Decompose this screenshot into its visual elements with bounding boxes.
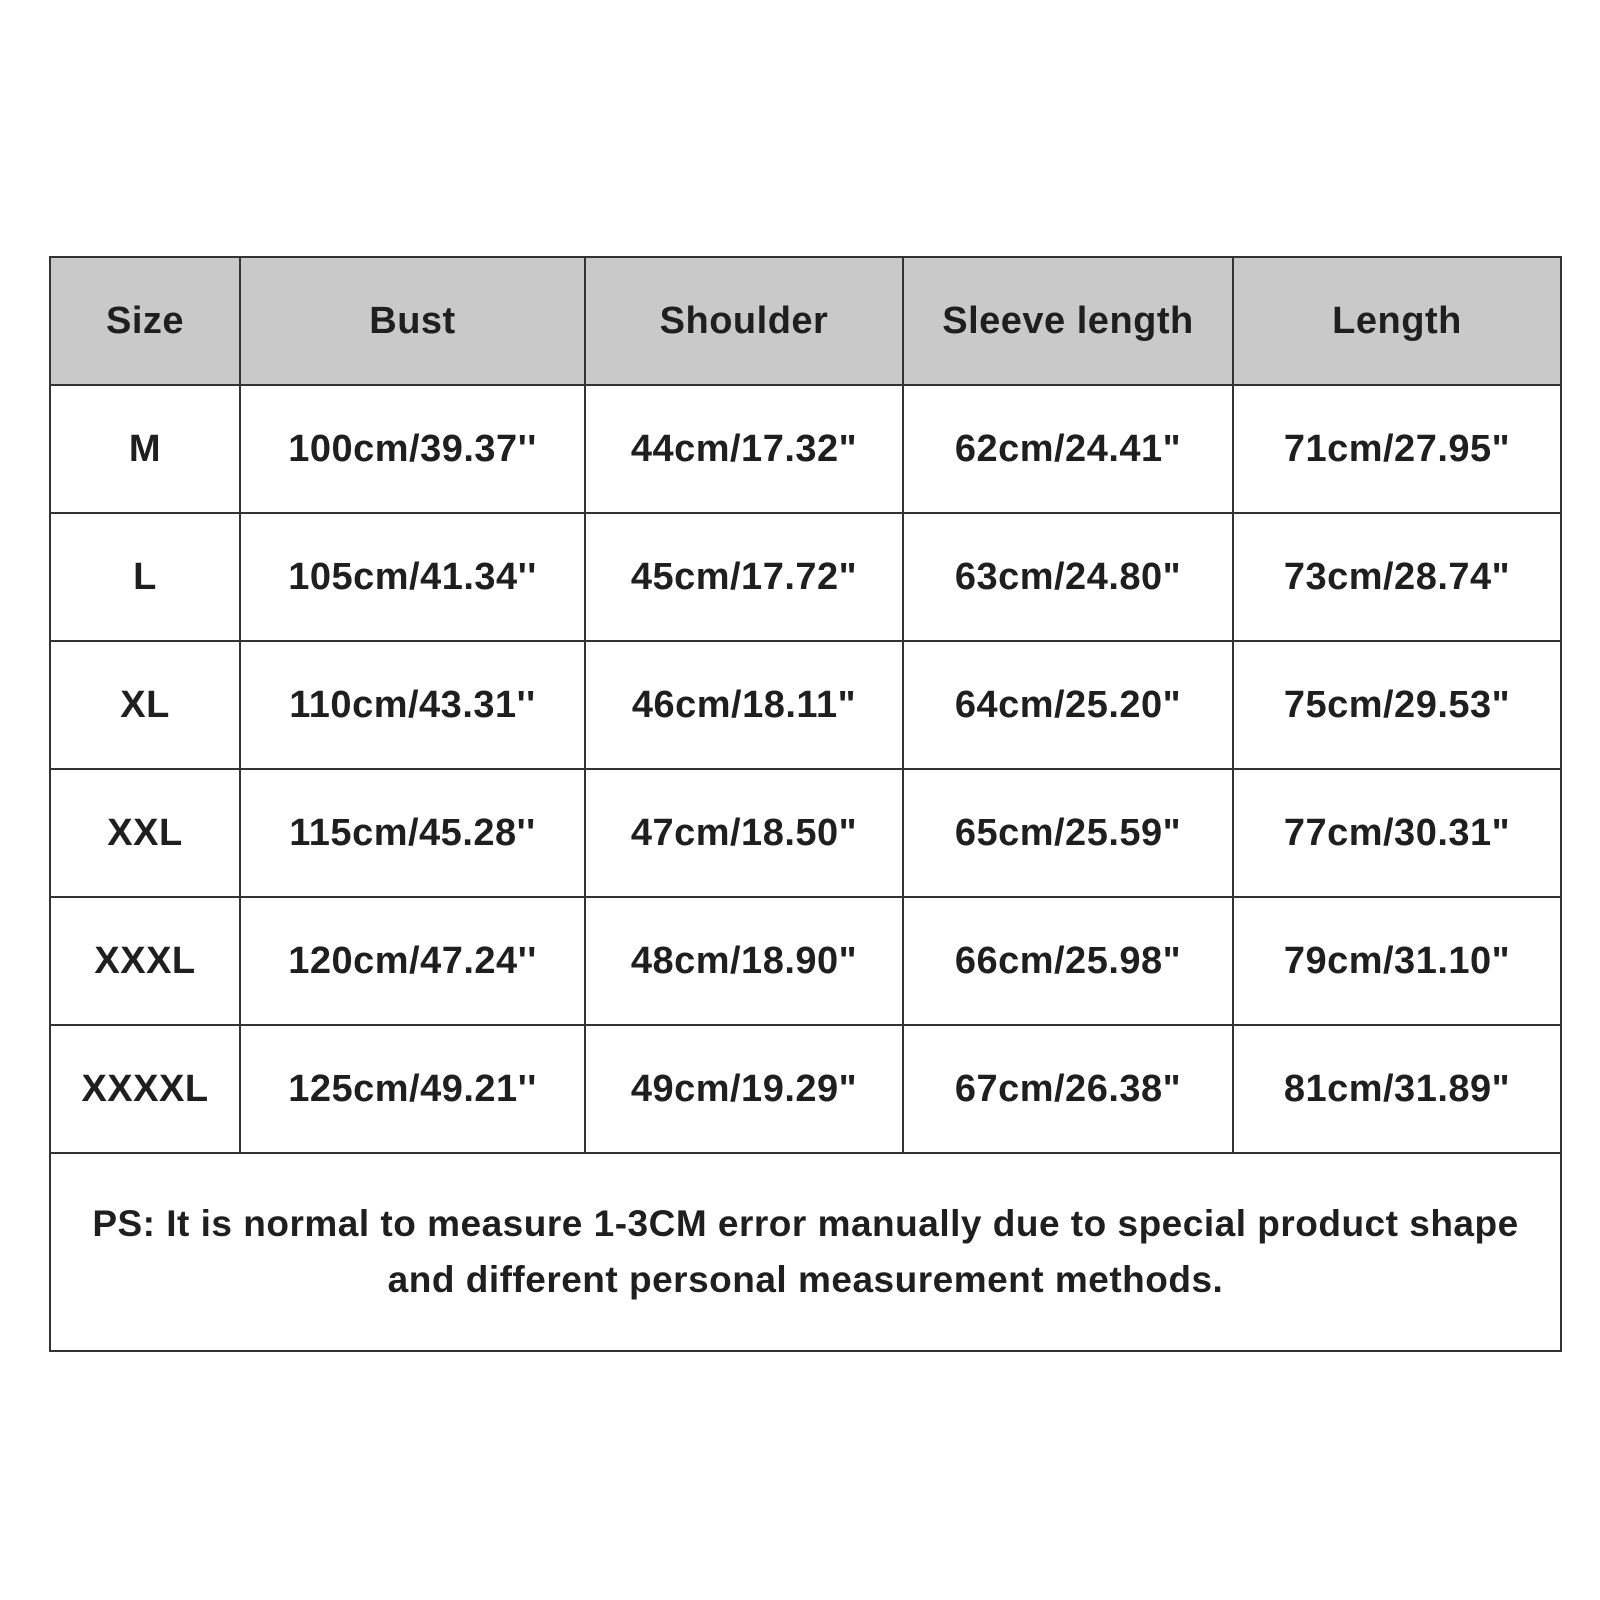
note-line-2: and different personal measurement methods. — [387, 1259, 1224, 1300]
table-row — [50, 897, 1561, 1025]
header-length: Length — [1233, 257, 1561, 385]
table-row — [50, 769, 1561, 897]
bust-cell: 125cm/49.21'' — [240, 1025, 585, 1153]
bust-cell: 110cm/43.31'' — [240, 641, 585, 769]
note-line-1: PS: It is normal to measure 1-3CM error manually due to special product shape — [92, 1203, 1519, 1244]
sleeve-length-cell: 63cm/24.80" — [903, 513, 1233, 641]
note-row — [50, 1153, 1561, 1351]
length-cell: 79cm/31.10" — [1233, 897, 1561, 1025]
size-chart-table — [49, 256, 1562, 1352]
length-cell: 73cm/28.74" — [1233, 513, 1561, 641]
length-cell: 81cm/31.89" — [1233, 1025, 1561, 1153]
shoulder-cell: 47cm/18.50" — [585, 769, 903, 897]
sleeve-length-cell: 62cm/24.41" — [903, 385, 1233, 513]
header-row — [50, 257, 1561, 385]
size-cell: XXXL — [50, 897, 240, 1025]
table-row — [50, 513, 1561, 641]
shoulder-cell: 49cm/19.29" — [585, 1025, 903, 1153]
measurement-note — [50, 1153, 1561, 1351]
length-cell: 75cm/29.53" — [1233, 641, 1561, 769]
table-row — [50, 641, 1561, 769]
sleeve-length-cell: 67cm/26.38" — [903, 1025, 1233, 1153]
size-cell: XXXXL — [50, 1025, 240, 1153]
bust-cell: 120cm/47.24'' — [240, 897, 585, 1025]
length-cell: 77cm/30.31" — [1233, 769, 1561, 897]
size-cell: XL — [50, 641, 240, 769]
sleeve-length-cell: 64cm/25.20" — [903, 641, 1233, 769]
sleeve-length-cell: 66cm/25.98" — [903, 897, 1233, 1025]
shoulder-cell: 46cm/18.11" — [585, 641, 903, 769]
header-sleeve-length: Sleeve length — [903, 257, 1233, 385]
table-row — [50, 385, 1561, 513]
header-size: Size — [50, 257, 240, 385]
header-shoulder: Shoulder — [585, 257, 903, 385]
bust-cell: 115cm/45.28'' — [240, 769, 585, 897]
header-bust: Bust — [240, 257, 585, 385]
length-cell: 71cm/27.95" — [1233, 385, 1561, 513]
bust-cell: 100cm/39.37'' — [240, 385, 585, 513]
table-row — [50, 1025, 1561, 1153]
bust-cell: 105cm/41.34'' — [240, 513, 585, 641]
shoulder-cell: 45cm/17.72" — [585, 513, 903, 641]
size-cell: L — [50, 513, 240, 641]
sleeve-length-cell: 65cm/25.59" — [903, 769, 1233, 897]
shoulder-cell: 48cm/18.90" — [585, 897, 903, 1025]
size-cell: XXL — [50, 769, 240, 897]
shoulder-cell: 44cm/17.32" — [585, 385, 903, 513]
size-cell: M — [50, 385, 240, 513]
